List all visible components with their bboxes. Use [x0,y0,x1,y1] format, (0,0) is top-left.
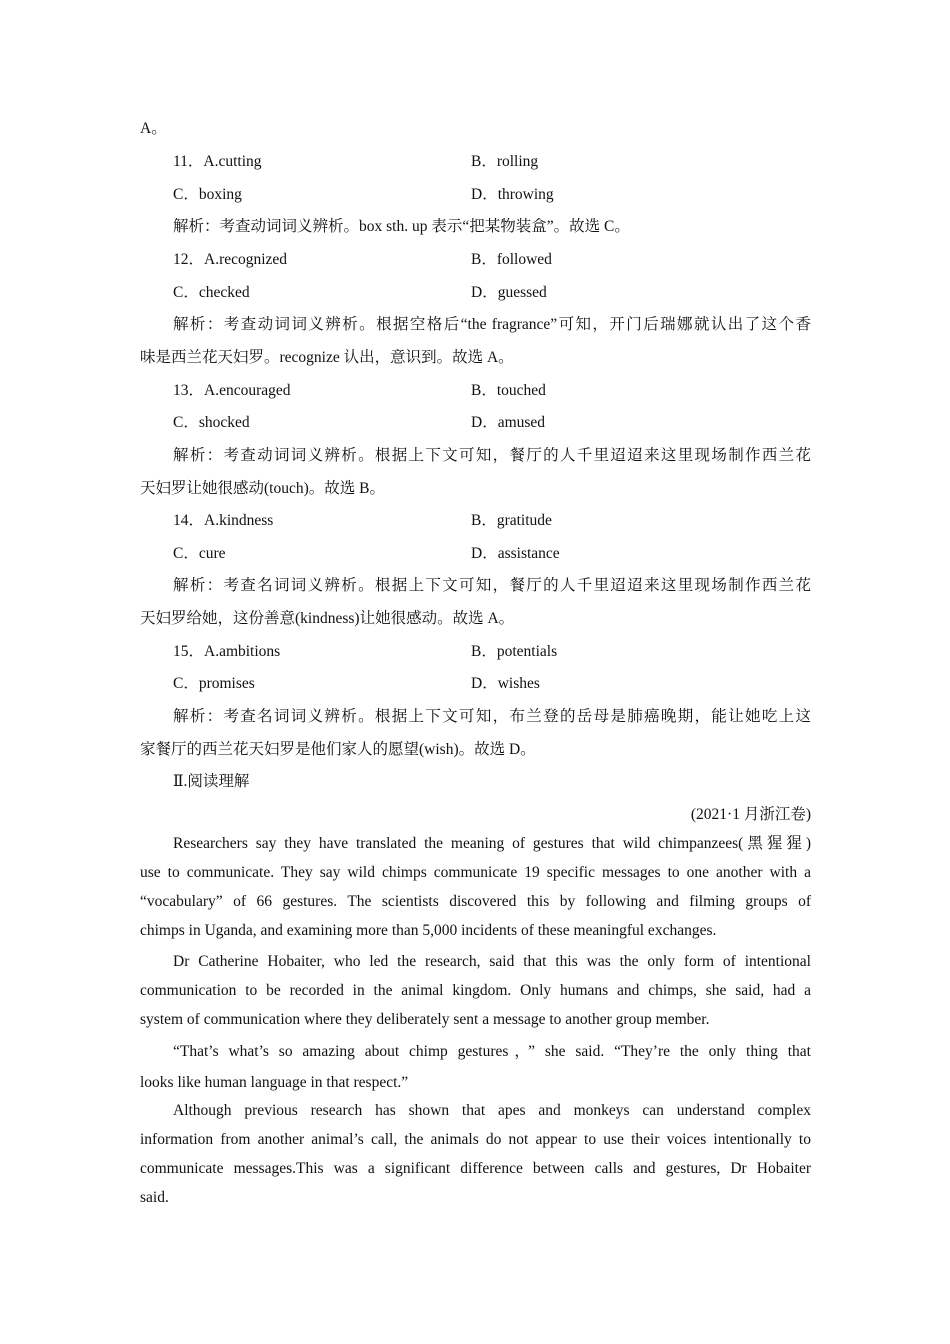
passage-paragraph-3 [140,1036,811,1098]
question-11-option-b: B．rolling [471,153,539,170]
question-12-option-a: 12．A.recognized [173,251,288,268]
question-12-option-c: C．checked [173,284,250,301]
answer-line: A。 [140,120,167,137]
question-15-option-b: B．potentials [471,643,558,660]
question-13-explanation-cont: 天妇罗让她很感动(touch)。故选 B。 [140,480,385,497]
question-14-option-b: B．gratitude [471,512,552,529]
question-12-option-b: B．followed [471,251,552,268]
passage-line: “vocabulary” of 66 gestures. The scientists discovered this by following and filming groups of [140,893,811,910]
passage-line: “That’s what’s so amazing about chimp gestures，” she said. “They’re the only thing that [173,1043,811,1060]
question-11-option-c: C．boxing [173,186,242,203]
question-13-explanation: 解析：考查动词词义辨析。根据上下文可知，餐厅的人千里迢迢来这里现场制作西兰花 [173,447,811,464]
question-13-option-d: D．amused [471,414,546,431]
question-15-option-c: C．promises [173,675,255,692]
question-15-explanation-cont: 家餐厅的西兰花天妇罗是他们家人的愿望(wish)。故选 D。 [140,741,536,758]
passage-line: system of communication where they deliberately sent a message to another group member. [140,1011,710,1028]
question-14-option-c: C．cure [173,545,226,562]
section-heading: Ⅱ.阅读理解 [173,773,250,790]
question-15-explanation: 解析：考查名词词义辨析。根据上下文可知，布兰登的岳母是肺癌晚期，能让她吃上这 [173,708,811,725]
question-14-option-d: D．assistance [471,545,560,562]
question-14-explanation-cont: 天妇罗给她，这份善意(kindness)让她很感动。故选 A。 [140,610,515,627]
passage-line: information from another animal’s call, the animals do not appear to use their voices intentionally to [140,1131,811,1148]
passage-line: Researchers say they have translated the meaning of gestures that wild chimpanzees(黑猩猩) [173,835,811,852]
question-14-option-a: 14．A.kindness [173,512,274,529]
source-label: (2021·1 月浙江卷) [690,806,811,823]
question-12-explanation: 解析：考查动词词义辨析。根据空格后“the fragrance”可知，开门后瑞娜就认出了这个香 [173,316,811,333]
passage-paragraph-4 [140,1096,811,1212]
question-12-explanation-cont: 味是西兰花天妇罗。recognize 认出，意识到。故选 A。 [140,349,514,366]
question-11-option-d: D．throwing [471,186,554,203]
passage-paragraph-2 [140,947,811,1034]
question-13-option-c: C．shocked [173,414,250,431]
question-12-option-d: D．guessed [471,284,547,301]
passage-line: Dr Catherine Hobaiter, who led the research, said that this was the only form of intentional [173,953,811,970]
passage-line: chimps in Uganda, and examining more than 5,000 incidents of these meaningful exchanges. [140,922,717,939]
passage-line: said. [140,1189,169,1206]
passage-line: Although previous research has shown that apes and monkeys can understand complex [173,1102,811,1119]
question-11-option-a: 11．A.cutting [173,153,262,170]
question-13-option-a: 13．A.encouraged [173,382,291,399]
passage-line: use to communicate. They say wild chimps communicate 19 specific messages to one another with a [140,864,811,881]
passage-line: communicate messages.This was a significant difference between calls and gestures, Dr Hobaiter [140,1160,811,1177]
question-15-option-a: 15．A.ambitions [173,643,281,660]
question-15-option-d: D．wishes [471,675,540,692]
question-13-option-b: B．touched [471,382,546,399]
passage-paragraph-1 [140,829,811,945]
question-11-explanation: 解析：考查动词词义辨析。box sth. up 表示“把某物装盒”。故选 C。 [173,218,630,235]
passage-line: communication to be recorded in the animal kingdom. Only humans and chimps, she said, had a [140,982,811,999]
question-14-explanation: 解析：考查名词词义辨析。根据上下文可知，餐厅的人千里迢迢来这里现场制作西兰花 [173,577,811,594]
passage-line: looks like human language in that respect.” [140,1074,409,1091]
